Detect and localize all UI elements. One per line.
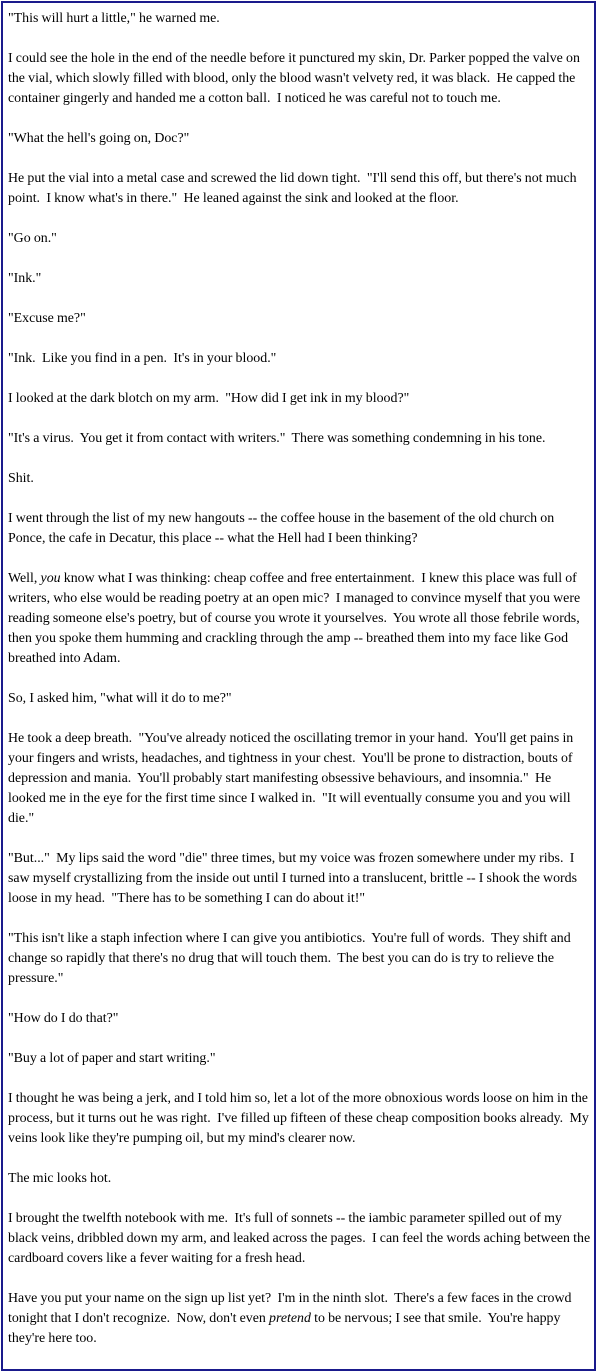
story-paragraph: [8, 169, 592, 209]
text-run: Shit.: [8, 471, 34, 486]
story-paragraph: [8, 469, 592, 489]
story-paragraph: [8, 1169, 592, 1189]
story-paragraph: [8, 229, 592, 249]
story-paragraph: [8, 509, 592, 549]
story-paragraph: [8, 1209, 592, 1269]
text-run: to be nervous; I see that smile. You're happy they're here too.: [8, 1311, 564, 1346]
text-run: "It's a virus. You get it from contact with writers." There was something condemning in his tone.: [8, 431, 546, 446]
text-run: "Ink.": [8, 271, 42, 286]
story-paragraph: [8, 729, 592, 829]
text-run: He put the vial into a metal case and screwed the lid down tight. "I'll send this off, but there's not much point. I know what's in there." He leaned against the sink and looked at the floor.: [8, 171, 580, 206]
story-paragraph: [8, 129, 592, 149]
story-paragraph: [8, 49, 592, 109]
story-paragraph: [8, 1009, 592, 1029]
text-run: "This isn't like a staph infection where I can give you antibiotics. You're full of words. They shift and change so rapidly that there's no drug that will touch them. The best you can do is try to relieve the pressure.": [8, 931, 574, 986]
text-run: The mic looks hot.: [8, 1171, 112, 1186]
story-paragraph: [8, 689, 592, 709]
story-text: [8, 9, 592, 1349]
story-paragraph: [8, 1089, 592, 1149]
text-run: I looked at the dark blotch on my arm. "How did I get ink in my blood?": [8, 391, 410, 406]
text-run: "What the hell's going on, Doc?": [8, 131, 190, 146]
story-paragraph: [8, 9, 592, 29]
text-run: "Buy a lot of paper and start writing.": [8, 1051, 216, 1066]
text-run: "Go on.": [8, 231, 57, 246]
story-paragraph: [8, 309, 592, 329]
text-run: I brought the twelfth notebook with me. It's full of sonnets -- the iambic parameter spilled out of my black veins, dribbled down my arm, and leaked across the pages. I can feel the words aching between the cardboard covers like a fever waiting for a fresh head.: [8, 1211, 594, 1266]
text-run: "This will hurt a little," he warned me.: [8, 11, 220, 26]
emphasis-text: pretend: [269, 1311, 311, 1326]
text-run: I thought he was being a jerk, and I told him so, let a lot of the more obnoxious words loose on him in the process, but it turns out he was right. I've filled up fifteen of these cheap composition books already. My veins look like they're pumping oil, but my mind's clearer now.: [8, 1091, 592, 1146]
text-run: "Ink. Like you find in a pen. It's in your blood.": [8, 351, 277, 366]
story-paragraph: [8, 349, 592, 369]
emphasis-text: you: [40, 571, 61, 586]
story-paragraph: [8, 389, 592, 409]
story-paragraph: [8, 1049, 592, 1069]
text-run: I could see the hole in the end of the needle before it punctured my skin, Dr. Parker popped the valve on the vial, which slowly filled with blood, only the blood wasn't velvety red, it was black. He capped the container gingerly and handed me a cotton ball. I noticed he was careful not to touch me.: [8, 51, 584, 106]
text-run: "Excuse me?": [8, 311, 86, 326]
text-run: "But..." My lips said the word "die" three times, but my voice was frozen somewhere under my ribs. I saw myself crystallizing from the inside out until I turned into a translucent, brittle -- I shook the words loose in my head. "There has to be something I can do about it!": [8, 851, 581, 906]
story-paragraph: [8, 269, 592, 289]
text-run: So, I asked him, "what will it do to me?": [8, 691, 232, 706]
story-paragraph: [8, 429, 592, 449]
story-paragraph: [8, 929, 592, 989]
story-paragraph: [8, 569, 592, 669]
text-run: He took a deep breath. "You've already noticed the oscillating tremor in your hand. You'll get pains in your fingers and wrists, headaches, and tightness in your chest. You'll be prone to distraction, bouts of depression and mania. You'll probably start manifesting obsessive behaviours, and insomnia." He looked me in the eye for the first time since I walked in. "It will eventually consume you and you will die.": [8, 731, 577, 826]
story-frame: [1, 1, 596, 1371]
story-paragraph: [8, 849, 592, 909]
text-run: "How do I do that?": [8, 1011, 119, 1026]
story-paragraph: [8, 1289, 592, 1349]
text-run: Well,: [8, 571, 41, 586]
text-run: Have you put your name on the sign up list yet? I'm in the ninth slot. There's a few faces in the crowd tonight that I don't recognize. Now, don't even: [8, 1291, 575, 1326]
text-run: I went through the list of my new hangouts -- the coffee house in the basement of the old church on Ponce, the cafe in Decatur, this place -- what the Hell had I been thinking?: [8, 511, 558, 546]
text-run: know what I was thinking: cheap coffee and free entertainment. I knew this place was full of writers, who else would be reading poetry at an open mic? I managed to convince myself that you were reading someone else's poetry, but of course you wrote it yourselves. You wrote all those febrile words, then you spoke them humming and crackling through the amp -- breathed them into my face like God breathed into Adam.: [8, 571, 584, 666]
